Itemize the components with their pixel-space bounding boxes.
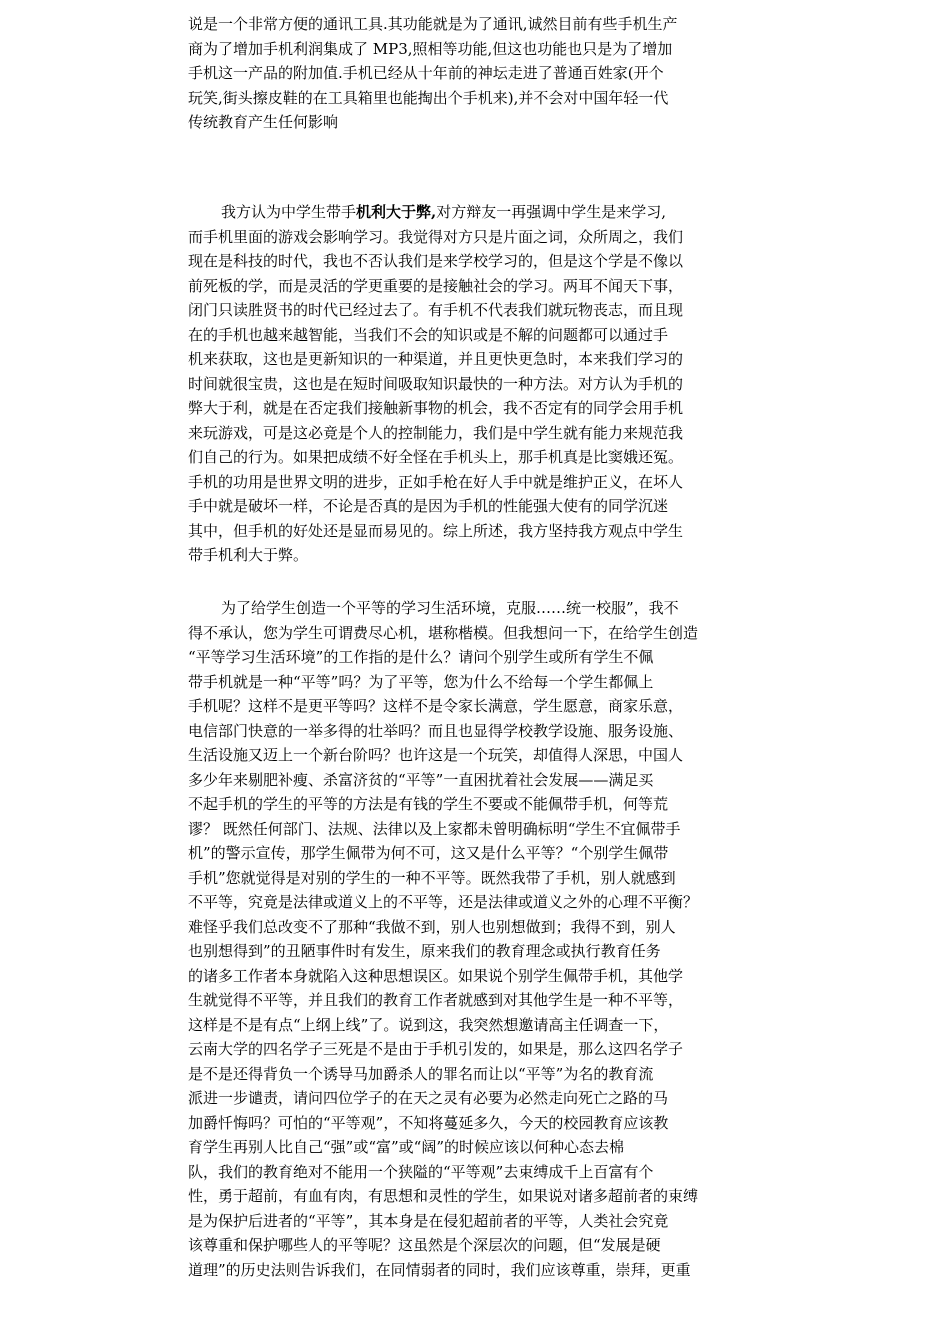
- paragraph-line: 弊大于利，就是在否定我们接触新事物的机会，我不否定有的同学会用手机: [188, 399, 684, 417]
- paragraph-line: 谬？ 既然任何部门、法规、法律以及上家都未曾明确标明“学生不宜佩带手: [188, 819, 681, 838]
- paragraph-line: 商为了增加手机利润集成了 MP3,照相等功能,但这也功能也只是为了增加: [188, 39, 673, 58]
- paragraph-line: “平等学习生活环境”的工作指的是什么？请问个别学生或所有学生不佩: [188, 648, 654, 666]
- paragraph-line: 该尊重和保护哪些人的平等呢？这虽然是个深层次的问题，但“发展是硬: [188, 1236, 661, 1254]
- paragraph-line: 得不承认，您为学生可谓费尽心机，堪称楷模。但我想问一下，在给学生创造: [188, 623, 699, 642]
- paragraph-line: 不平等，究竟是法律或道义上的不平等，还是法律或道义之外的心理不平衡？: [188, 893, 699, 911]
- paragraph-first-line: 为了给学生创造一个平等的学习生活环境，克服……统一校服”，我不: [221, 599, 679, 617]
- paragraph-line: 性，勇于超前，有血有肉，有思想和灵性的学生，如果说对诸多超前者的束缚: [188, 1187, 699, 1205]
- paragraph-line: 难怪乎我们总改变不了那种“我做不到，别人也别想做到；我得不到，别人: [188, 917, 676, 936]
- paragraph-3: [188, 596, 768, 1282]
- paragraph-line: 其中，但手机的好处还是显而易见的。综上所述，我方坚持我方观点中学生: [188, 521, 684, 540]
- paragraph-line: 前死板的学，而是灵活的学更重要的是接触社会的学习。两耳不闻天下事，: [188, 276, 684, 295]
- paragraph-line: 手中就是破坏一样，不论是否真的是因为手机的性能强大使有的同学沉迷: [188, 497, 669, 515]
- paragraph-2: [188, 200, 768, 568]
- paragraph-line: 手机”您就觉得是对别的学生的一种不平等。既然我带了手机，别人就感到: [188, 868, 676, 887]
- paragraph-line: 也别想得到”的丑陋事件时有发生，原来我们的教育理念或执行教育任务: [188, 942, 661, 960]
- paragraph-line: 们自己的行为。如果把成绩不好全怪在手机头上，那手机真是比窦娥还冤。: [188, 448, 684, 466]
- paragraph-line: 时间就很宝贵，这也是在短时间吸取知识最快的一种方法。对方认为手机的: [188, 374, 684, 393]
- paragraph-line: 带手机就是一种“平等”吗？为了平等，您为什么不给每一个学生都佩上: [188, 672, 654, 691]
- paragraph-line: 而手机里面的游戏会影响学习。我觉得对方只是片面之词，众所周之，我们: [188, 227, 684, 246]
- paragraph-line: 传统教育产生任何影响: [188, 113, 339, 131]
- paragraph-line: 多少年来剔肥补瘦、杀富济贫的“平等”一直困扰着社会发展——满足买: [188, 770, 654, 789]
- paragraph-line: 在的手机也越来越智能，当我们不会的知识或是不解的问题都可以通过手: [188, 325, 669, 344]
- paragraph-line: 手机这一产品的附加值.手机已经从十年前的神坛走进了普通百姓家(开个: [188, 64, 664, 82]
- paragraph-line: 不起手机的学生的平等的方法是有钱的学生不要或不能佩带手机，何等荒: [188, 795, 669, 813]
- paragraph-first-line: [188, 200, 768, 225]
- paragraph-line: 生活设施又迈上一个新台阶吗？也许这是一个玩笑，却值得人深思，中国人: [188, 746, 684, 764]
- paragraph-line: 来玩游戏，可是这必竟是个人的控制能力，我们是中学生就有能力来规范我: [188, 423, 684, 442]
- paragraph-line: 的诸多工作者本身就陷入这种思想误区。如果说个别学生佩带手机，其他学: [188, 966, 684, 985]
- paragraph-line: 是为保护后进者的“平等”，其本身是在侵犯超前者的平等，人类社会究竟: [188, 1211, 669, 1230]
- paragraph-line: 是不是还得背负一个诱导马加爵杀人的罪名而让以“平等”为名的教育流: [188, 1064, 654, 1083]
- paragraph-line: 手机的功用是世界文明的进步，正如手枪在好人手中就是维护正义，在坏人: [188, 472, 684, 491]
- paragraph-1: [188, 12, 768, 135]
- paragraph-line: 玩笑,街头擦皮鞋的在工具箱里也能掏出个手机来),并不会对中国年轻一代: [188, 88, 669, 107]
- paragraph-line: 云南大学的四名学子三死是不是由于手机引发的，如果是，那么这四名学子: [188, 1040, 684, 1058]
- paragraph-line: 派进一步谴责，请问四位学子的在天之灵有必要为必然走向死亡之路的马: [188, 1089, 669, 1107]
- first-line-suffix: 对方辩友一再强调中学生是来学习,: [436, 203, 667, 221]
- paragraph-line: 现在是科技的时代，我也不否认我们是来学校学习的，但是这个学是不像以: [188, 252, 684, 270]
- paragraph-line: 加爵忏悔吗？可怕的“平等观”，不知将蔓延多久，今天的校园教育应该教: [188, 1113, 669, 1132]
- paragraph-line: 手机呢？这样不是更平等吗？这样不是令家长满意，学生愿意，商家乐意，: [188, 697, 684, 715]
- paragraph-line: 生就觉得不平等，并且我们的教育工作者就感到对其他学生是一种不平等，: [188, 991, 684, 1009]
- paragraph-line: 闭门只读胜贤书的时代已经过去了。有手机不代表我们就玩物丧志，而且现: [188, 301, 684, 319]
- paragraph-line: 说是一个非常方便的通讯工具.其功能就是为了通讯,诚然目前有些手机生产: [188, 15, 678, 33]
- first-line-prefix: 我方认为中学生带手: [221, 203, 357, 221]
- paragraph-line: 队，我们的教育绝对不能用一个狭隘的“平等观”去束缚成千上百富有个: [188, 1162, 654, 1181]
- paragraph-line: 育学生再别人比自己“强”或“富”或“阔”的时候应该以何种心态去棉: [188, 1138, 625, 1156]
- first-line-emphasis: 机利大于弊,: [356, 203, 437, 221]
- paragraph-line: 电信部门快意的一举多得的壮举吗？而且也显得学校教学设施、服务设施、: [188, 721, 684, 740]
- paragraph-line: 机来获取，这也是更新知识的一种渠道，并且更快更急时，本来我们学习的: [188, 350, 684, 368]
- paragraph-line: 机”的警示宣传，那学生佩带为何不可，这又是什么平等？“个别学生佩带: [188, 844, 669, 862]
- paragraph-line: 道理”的历史法则告诉我们，在同情弱者的同时，我们应该尊重，崇拜，更重: [188, 1260, 691, 1279]
- paragraph-line: 带手机利大于弊。: [188, 546, 309, 564]
- paragraph-line: 这样是不是有点“上纲上线”了。说到这，我突然想邀请高主任调查一下，: [188, 1015, 669, 1034]
